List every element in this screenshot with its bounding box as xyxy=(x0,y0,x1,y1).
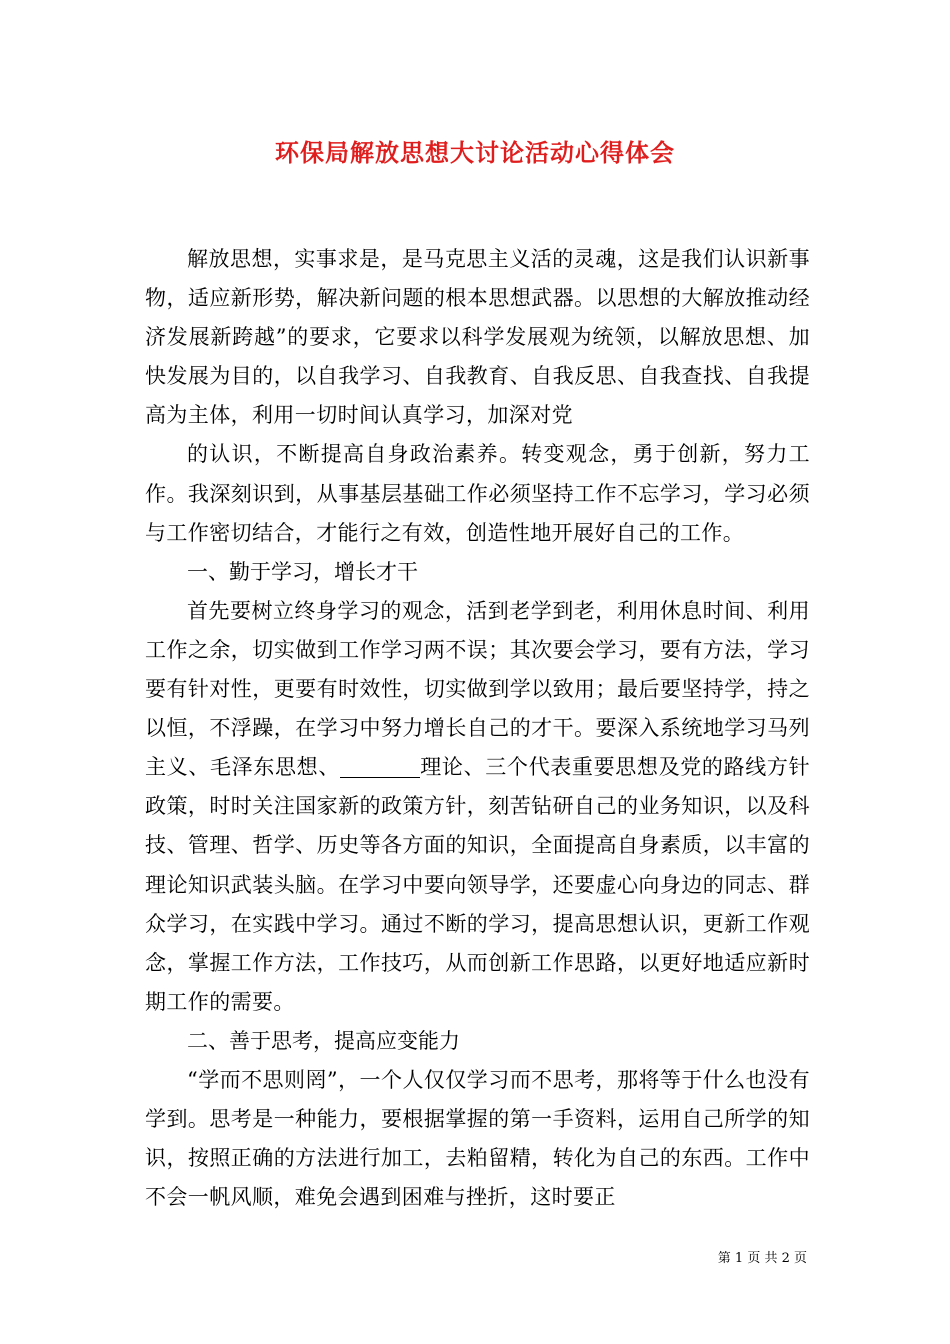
paragraph-study-text-2: 理论、三个代表重要思想及党的路线方针政策，时时关注国家新的政策方针，刻苦钻研自己的业务知识，以及科技、管理、哲学、历史等各方面的知识，全面提高自身素质，以丰富的理论知识武装头脑。在学习中要向领导学，还要虚心向身边的同志、群众学习，在实践中学习。通过不断的学习，提高思想认识，更新工作观念，掌握工作方法，工作技巧，从而创新工作思路，以更好地适应新时期工作的需要。 xyxy=(145,755,810,1014)
paragraph-thinking: “学而不思则罔”，一个人仅仅学习而不思考，那将等于什么也没有学到。思考是一种能力，要根据掌握的第一手资料，运用自己所学的知识，按照正确的方法进行加工，去粕留精，转化为自己的东西。工作中不会一帆风顺，难免会遇到困难与挫折，这时要正 xyxy=(145,1067,810,1210)
section-heading-2: 二、善于思考，提高应变能力 xyxy=(187,1028,460,1053)
page-number: 第 1 页 共 2 页 xyxy=(717,1251,807,1266)
paragraph-study xyxy=(145,592,810,1022)
document-body xyxy=(145,240,810,1217)
fill-in-blank xyxy=(340,755,420,778)
paragraph-study-text-1: 首先要树立终身学习的观念，活到老学到老，利用休息时间、利用工作之余，切实做到工作学习两不误；其次要会学习，要有方法，学习要有针对性，更要有时效性，切实做到学以致用；最后要坚持学，持之以恒，不浮躁，在学习中努力增长自己的才干。要深入系统地学习马列主义、毛泽东思想、 xyxy=(145,598,810,780)
document-title: 环保局解放思想大讨论活动心得体会 xyxy=(275,138,675,167)
section-heading-1: 一、勤于学习，增长才干 xyxy=(187,559,418,584)
paragraph-intro: 解放思想，实事求是，是马克思主义活的灵魂，这是我们认识新事物，适应新形势，解决新问题的根本思想武器。以思想的大解放推动经济发展新跨越”的要求，它要求以科学发展观为统领，以解放思想、加快发展为目的，以自我学习、自我教育、自我反思、自我查找、自我提高为主体，利用一切时间认真学习，加深对党 xyxy=(145,247,810,428)
paragraph-intro-continued: 的认识，不断提高自身政治素养。转变观念，勇于创新，努力工作。我深刻识到，从事基层基础工作必须坚持工作不忘学习，学习必须与工作密切结合，才能行之有效，创造性地开展好自己的工作。 xyxy=(145,442,810,545)
